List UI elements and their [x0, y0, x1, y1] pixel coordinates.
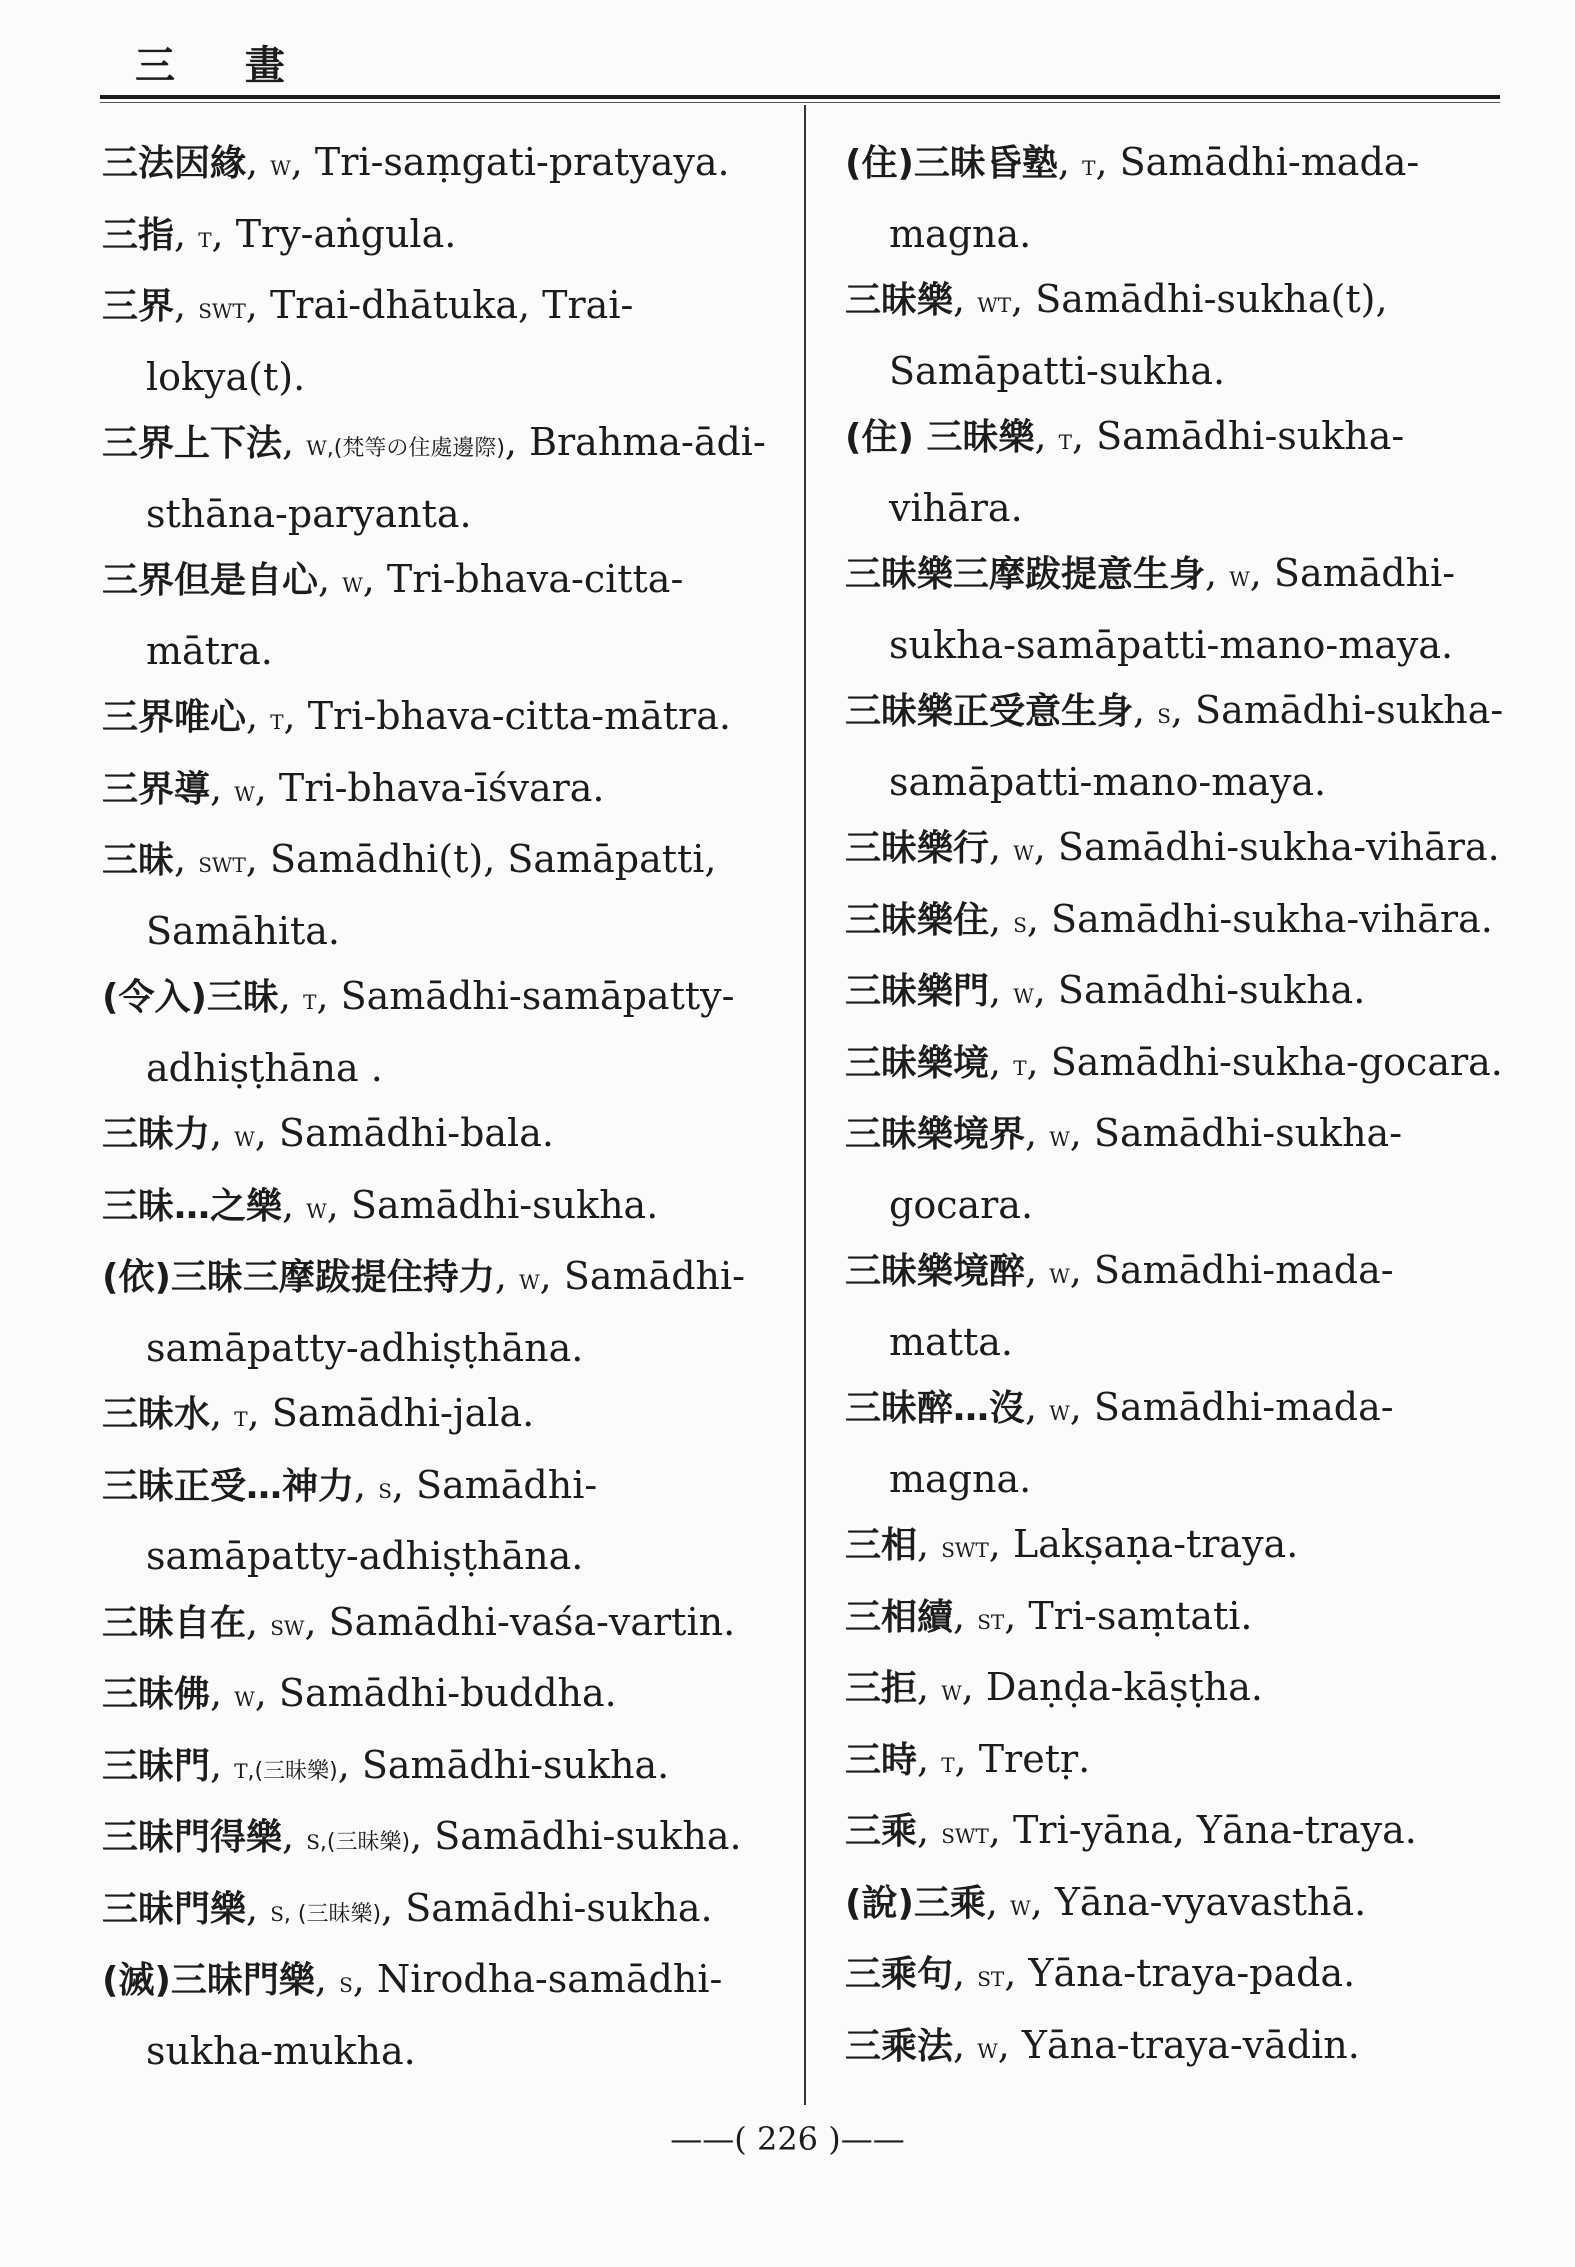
entry-sanskrit: , Tri-saṃgati-pratyaya. [290, 140, 730, 184]
entry-term: 三昧門樂 [102, 1888, 247, 1930]
entry-source: s [378, 1471, 392, 1505]
entry-term: 三昧樂住 [845, 899, 990, 941]
entry-term: 三乘 [845, 1811, 918, 1852]
entry-source: s [339, 1966, 353, 1999]
entry-term: 三相 [845, 1525, 918, 1566]
entry-term: 三昧正受…神力 [102, 1465, 355, 1507]
entry-separator: , [1034, 414, 1059, 458]
entry-term: 三昧樂境 [845, 1042, 990, 1084]
entry-separator: , [246, 694, 271, 738]
entry-separator: , [210, 1742, 235, 1787]
header-rule [100, 95, 1500, 99]
entry-sanskrit: , Samādhi-sukha. [381, 1885, 713, 1930]
entry-separator: , [314, 1957, 340, 2001]
entry-source: t [198, 220, 212, 254]
entry-term: 三界 [102, 286, 175, 327]
dictionary-entry [845, 1512, 1515, 1584]
entry-separator: , [917, 1736, 942, 1781]
entry-separator: , [354, 1462, 379, 1507]
entry-term: 三昧樂 [845, 280, 954, 321]
dictionary-entry [845, 815, 1515, 887]
dictionary-entry [102, 1244, 772, 1381]
entry-term: 三界導 [102, 768, 211, 810]
entry-term: (令入)三昧 [102, 977, 279, 1018]
entry-separator: , [174, 283, 199, 327]
entry-separator: , [318, 557, 343, 601]
entry-term: 三昧樂門 [845, 971, 990, 1012]
entry-note: ,(梵等の住處邊際) [326, 436, 505, 461]
entry-separator: , [246, 140, 271, 184]
dictionary-entry [102, 1173, 772, 1245]
entry-sanskrit: , Samādhi-sukha-samāpatti-mano-maya. [889, 551, 1456, 667]
entry-term: 三乘句 [845, 1954, 954, 1995]
dictionary-entry [845, 1238, 1515, 1375]
dictionary-entry [845, 1655, 1515, 1727]
dictionary-entry [102, 1661, 772, 1733]
dictionary-entry [102, 202, 772, 274]
entry-separator: , [278, 974, 304, 1018]
entry-source: w [342, 566, 363, 599]
entry-note: ,(三昧樂) [247, 1758, 338, 1784]
entry-separator: , [989, 1039, 1014, 1084]
entry-term: (住)三昧昏塾 [845, 143, 1058, 184]
entry-separator: , [1025, 1111, 1050, 1155]
entry-term: 三昧水 [102, 1394, 211, 1435]
entry-term: 三拒 [845, 1668, 918, 1709]
entry-source: swt [198, 846, 246, 879]
dictionary-entry [845, 1727, 1515, 1799]
entry-term: 三界但是自心 [102, 560, 319, 601]
entry-source: w [1013, 834, 1034, 867]
entry-source: t [270, 703, 284, 736]
page-number: ——( 226 )—— [670, 2120, 905, 2158]
entry-separator: , [953, 277, 978, 321]
dictionary-entry [845, 958, 1515, 1030]
entry-source: swt [198, 292, 246, 325]
dictionary-entry [102, 273, 772, 410]
entry-separator: , [985, 1879, 1011, 1924]
entry-source: w [519, 1263, 540, 1296]
entry-sanskrit: , Tri-saṃtati. [1004, 1593, 1253, 1638]
entry-separator: , [282, 1182, 307, 1227]
dictionary-entry [102, 756, 772, 828]
dictionary-entry [102, 130, 772, 202]
dictionary-entry [102, 410, 772, 547]
dictionary-entry [845, 1798, 1515, 1870]
dictionary-entry [845, 1584, 1515, 1656]
entry-term: 三昧 [102, 840, 175, 881]
dictionary-entry [102, 1381, 772, 1453]
entry-source: w [1049, 1394, 1070, 1427]
entry-sanskrit: , Yāna-traya-vādin. [997, 2022, 1360, 2067]
entry-source: w [1013, 977, 1034, 1010]
entry-separator: , [953, 1951, 978, 1995]
entry-source: w [977, 2031, 998, 2065]
dictionary-entry [102, 1590, 772, 1662]
entry-sanskrit: , Samādhi-jala. [247, 1391, 535, 1435]
entry-sanskrit: , Samādhi-sukha-vihāra. [1026, 896, 1493, 941]
entry-separator: , [282, 420, 307, 464]
entry-sanskrit: , Samādhi-sukha-vihāra. [889, 414, 1405, 530]
entry-separator: , [210, 1671, 235, 1715]
entry-source: swt [941, 1531, 989, 1564]
entry-sanskrit: , Samādhi-sukha-gocara. [1026, 1039, 1503, 1084]
dictionary-entry [845, 1870, 1515, 1942]
column-divider [804, 105, 806, 2105]
entry-sanskrit: , Samādhi-sukha. [1033, 968, 1366, 1012]
entry-sanskrit: , Samādhi-mada-matta. [889, 1248, 1394, 1364]
entry-term: 三指 [102, 214, 175, 256]
entry-term: (滅)三昧門樂 [102, 1960, 315, 2001]
entry-sanskrit: , Daṇḍa-kāṣṭha. [961, 1665, 1263, 1709]
entry-source: w [1229, 560, 1250, 593]
entry-source: w [306, 429, 327, 462]
entry-source: t [234, 1400, 248, 1433]
entry-source: w [234, 1680, 255, 1713]
entry-source: t [1013, 1048, 1027, 1082]
entry-sanskrit: , Tri-bhava-īśvara. [254, 765, 605, 810]
left-column [102, 130, 772, 2084]
dictionary-entry [102, 1876, 772, 1948]
entry-source: t [941, 1745, 955, 1779]
entry-term: 三法因緣 [102, 143, 247, 184]
entry-source: w [941, 1674, 962, 1707]
entry-separator: , [1025, 1385, 1050, 1429]
entry-term: (依)三昧三摩跋提住持力 [102, 1257, 495, 1298]
entry-sanskrit: , Samādhi-sukha. [337, 1742, 670, 1787]
entry-sanskrit: , Samādhi-sukha-samāpatti-mano-maya. [889, 688, 1504, 804]
entry-sanskrit: , Tri-bhava-citta-mātra. [283, 694, 731, 738]
entry-sanskrit: , Brahma-ādi-sthāna-paryanta. [146, 420, 766, 536]
entry-separator: , [989, 825, 1014, 869]
entry-term: 三昧樂三摩跋提意生身 [845, 554, 1206, 595]
dictionary-entry [102, 1733, 772, 1805]
entry-source: s [1013, 905, 1027, 939]
dictionary-entry [845, 678, 1515, 815]
entry-source: w [306, 1191, 327, 1225]
entry-separator: , [210, 1391, 235, 1435]
entry-separator: , [953, 2022, 978, 2067]
entry-separator: , [210, 1111, 235, 1155]
entry-separator: , [282, 1814, 307, 1858]
dictionary-entry [102, 964, 772, 1101]
entry-source: t [234, 1751, 248, 1785]
entry-separator: , [1133, 688, 1158, 732]
dictionary-entry [845, 1375, 1515, 1512]
entry-source: st [977, 1602, 1005, 1636]
entry-sanskrit: , Samādhi-samāpatty-adhiṣṭhāna. [146, 1462, 598, 1578]
entry-sanskrit: , Samādhi-sukha-gocara. [889, 1111, 1403, 1227]
entry-term: 三昧佛 [102, 1674, 211, 1715]
dictionary-entry [102, 547, 772, 684]
dictionary-entry [845, 267, 1515, 404]
entry-sanskrit: , Tri-bhava-citta-mātra. [146, 557, 684, 673]
entry-source: t [1082, 149, 1096, 182]
dictionary-entry [845, 404, 1515, 541]
entry-source: s [270, 1894, 284, 1928]
entry-separator: , [494, 1254, 520, 1298]
dictionary-entry [845, 1101, 1515, 1238]
entry-sanskrit: , Yāna-vyavasthā. [1030, 1879, 1367, 1924]
entry-separator: , [953, 1593, 978, 1638]
entry-source: swt [941, 1817, 989, 1850]
entry-sanskrit: , Samādhi-sukha. [326, 1182, 659, 1227]
entry-separator: , [1205, 551, 1230, 595]
dictionary-entry [845, 1941, 1515, 2013]
page-header: 三 畫 [135, 42, 313, 89]
entry-sanskrit: , Trai-dhātuka, Trai-lokya(t). [146, 283, 634, 399]
dictionary-entry [845, 130, 1515, 267]
entry-separator: , [174, 837, 199, 881]
entry-source: t [303, 983, 317, 1016]
dictionary-entry [102, 1453, 772, 1590]
entry-sanskrit: , Tri-yāna, Yāna-traya. [988, 1808, 1417, 1852]
entry-sanskrit: , Nirodha-samādhi-sukha-mukha. [146, 1957, 723, 2073]
entry-sanskrit: , Try-aṅgula. [211, 211, 457, 256]
entry-source: w [1010, 1888, 1031, 1922]
entry-source: sw [270, 1608, 305, 1642]
entry-sanskrit: , Samādhi-sukha(t), Samāpatti-sukha. [889, 277, 1388, 393]
entry-term: 三昧門 [102, 1745, 211, 1787]
entry-separator: , [210, 765, 235, 810]
entry-sanskrit: , Samādhi-vaśa-vartin. [304, 1599, 736, 1644]
dictionary-entry [102, 1947, 772, 2084]
entry-sanskrit: , Samādhi-mada-magna. [889, 1385, 1394, 1501]
entry-sanskrit: , Samādhi-buddha. [254, 1671, 617, 1715]
entry-sanskrit: , Samādhi-samāpatty-adhiṣṭhāna . [146, 974, 735, 1090]
entry-separator: , [246, 1599, 271, 1644]
entry-sanskrit: , Samādhi(t), Samāpatti, Samāhita. [146, 837, 717, 953]
dictionary-entry [102, 1804, 772, 1876]
dictionary-entry [845, 1030, 1515, 1102]
dictionary-entry [102, 1101, 772, 1173]
entry-source: w [270, 149, 291, 182]
entry-source: w [234, 774, 255, 808]
entry-separator: , [246, 1885, 271, 1930]
entry-separator: , [989, 896, 1014, 941]
entry-term: 三昧樂境醉 [845, 1251, 1026, 1292]
entry-sanskrit: , Tretṛ. [954, 1736, 1091, 1781]
entry-sanskrit: , Samādhi-sukha. [410, 1814, 742, 1858]
entry-term: 三昧門得樂 [102, 1817, 283, 1858]
dictionary-entry [845, 887, 1515, 959]
entry-separator: , [1057, 140, 1083, 184]
entry-sanskrit: , Yāna-traya-pada. [1004, 1951, 1356, 1995]
entry-term: (說)三乘 [845, 1882, 986, 1924]
dictionary-entry [845, 2013, 1515, 2085]
entry-note: , (三昧樂) [283, 1901, 382, 1927]
entry-term: (住) 三昧樂 [845, 417, 1035, 458]
entry-separator: , [917, 1665, 942, 1709]
entry-term: 三昧樂行 [845, 828, 990, 869]
entry-term: 三時 [845, 1739, 918, 1781]
entry-separator: , [917, 1522, 942, 1566]
dictionary-entry [845, 541, 1515, 678]
dictionary-entry [102, 827, 772, 964]
entry-source: st [977, 1960, 1005, 1993]
entry-term: 三相續 [845, 1596, 954, 1638]
entry-sanskrit: , Samādhi-bala. [254, 1111, 554, 1155]
entry-source: wt [977, 286, 1012, 319]
entry-source: w [1049, 1257, 1070, 1290]
right-column [845, 130, 1515, 2084]
entry-sanskrit: , Samādhi-sukha-vihāra. [1033, 825, 1500, 869]
entry-source: s [306, 1823, 320, 1856]
entry-term: 三界唯心 [102, 697, 247, 738]
entry-sanskrit: , Lakṣaṇa-traya. [988, 1522, 1299, 1566]
entry-separator: , [917, 1808, 942, 1852]
entry-source: t [1058, 423, 1072, 456]
entry-term: 三昧樂正受意生身 [845, 691, 1134, 732]
entry-sanskrit: , Samādhi-samāpatty-adhiṣṭhāna. [146, 1254, 745, 1370]
entry-note: ,(三昧樂) [319, 1830, 411, 1855]
entry-term: 三界上下法 [102, 423, 283, 464]
entry-term: 三乘法 [845, 2025, 954, 2067]
entry-source: w [1049, 1120, 1070, 1153]
entry-term: 三昧醉…沒 [845, 1388, 1026, 1429]
entry-source: w [234, 1120, 255, 1153]
entry-separator: , [174, 211, 199, 256]
header-rule-thin [100, 102, 1500, 103]
entry-term: 三昧自在 [102, 1602, 247, 1644]
entry-term: 三昧樂境界 [845, 1114, 1026, 1155]
entry-source: s [1157, 697, 1171, 730]
entry-separator: , [989, 968, 1014, 1012]
dictionary-entry [102, 684, 772, 756]
entry-sanskrit: , Samādhi-mada-magna. [889, 140, 1420, 256]
entry-term: 三昧…之樂 [102, 1185, 283, 1227]
entry-term: 三昧力 [102, 1114, 211, 1155]
entry-separator: , [1025, 1248, 1050, 1292]
